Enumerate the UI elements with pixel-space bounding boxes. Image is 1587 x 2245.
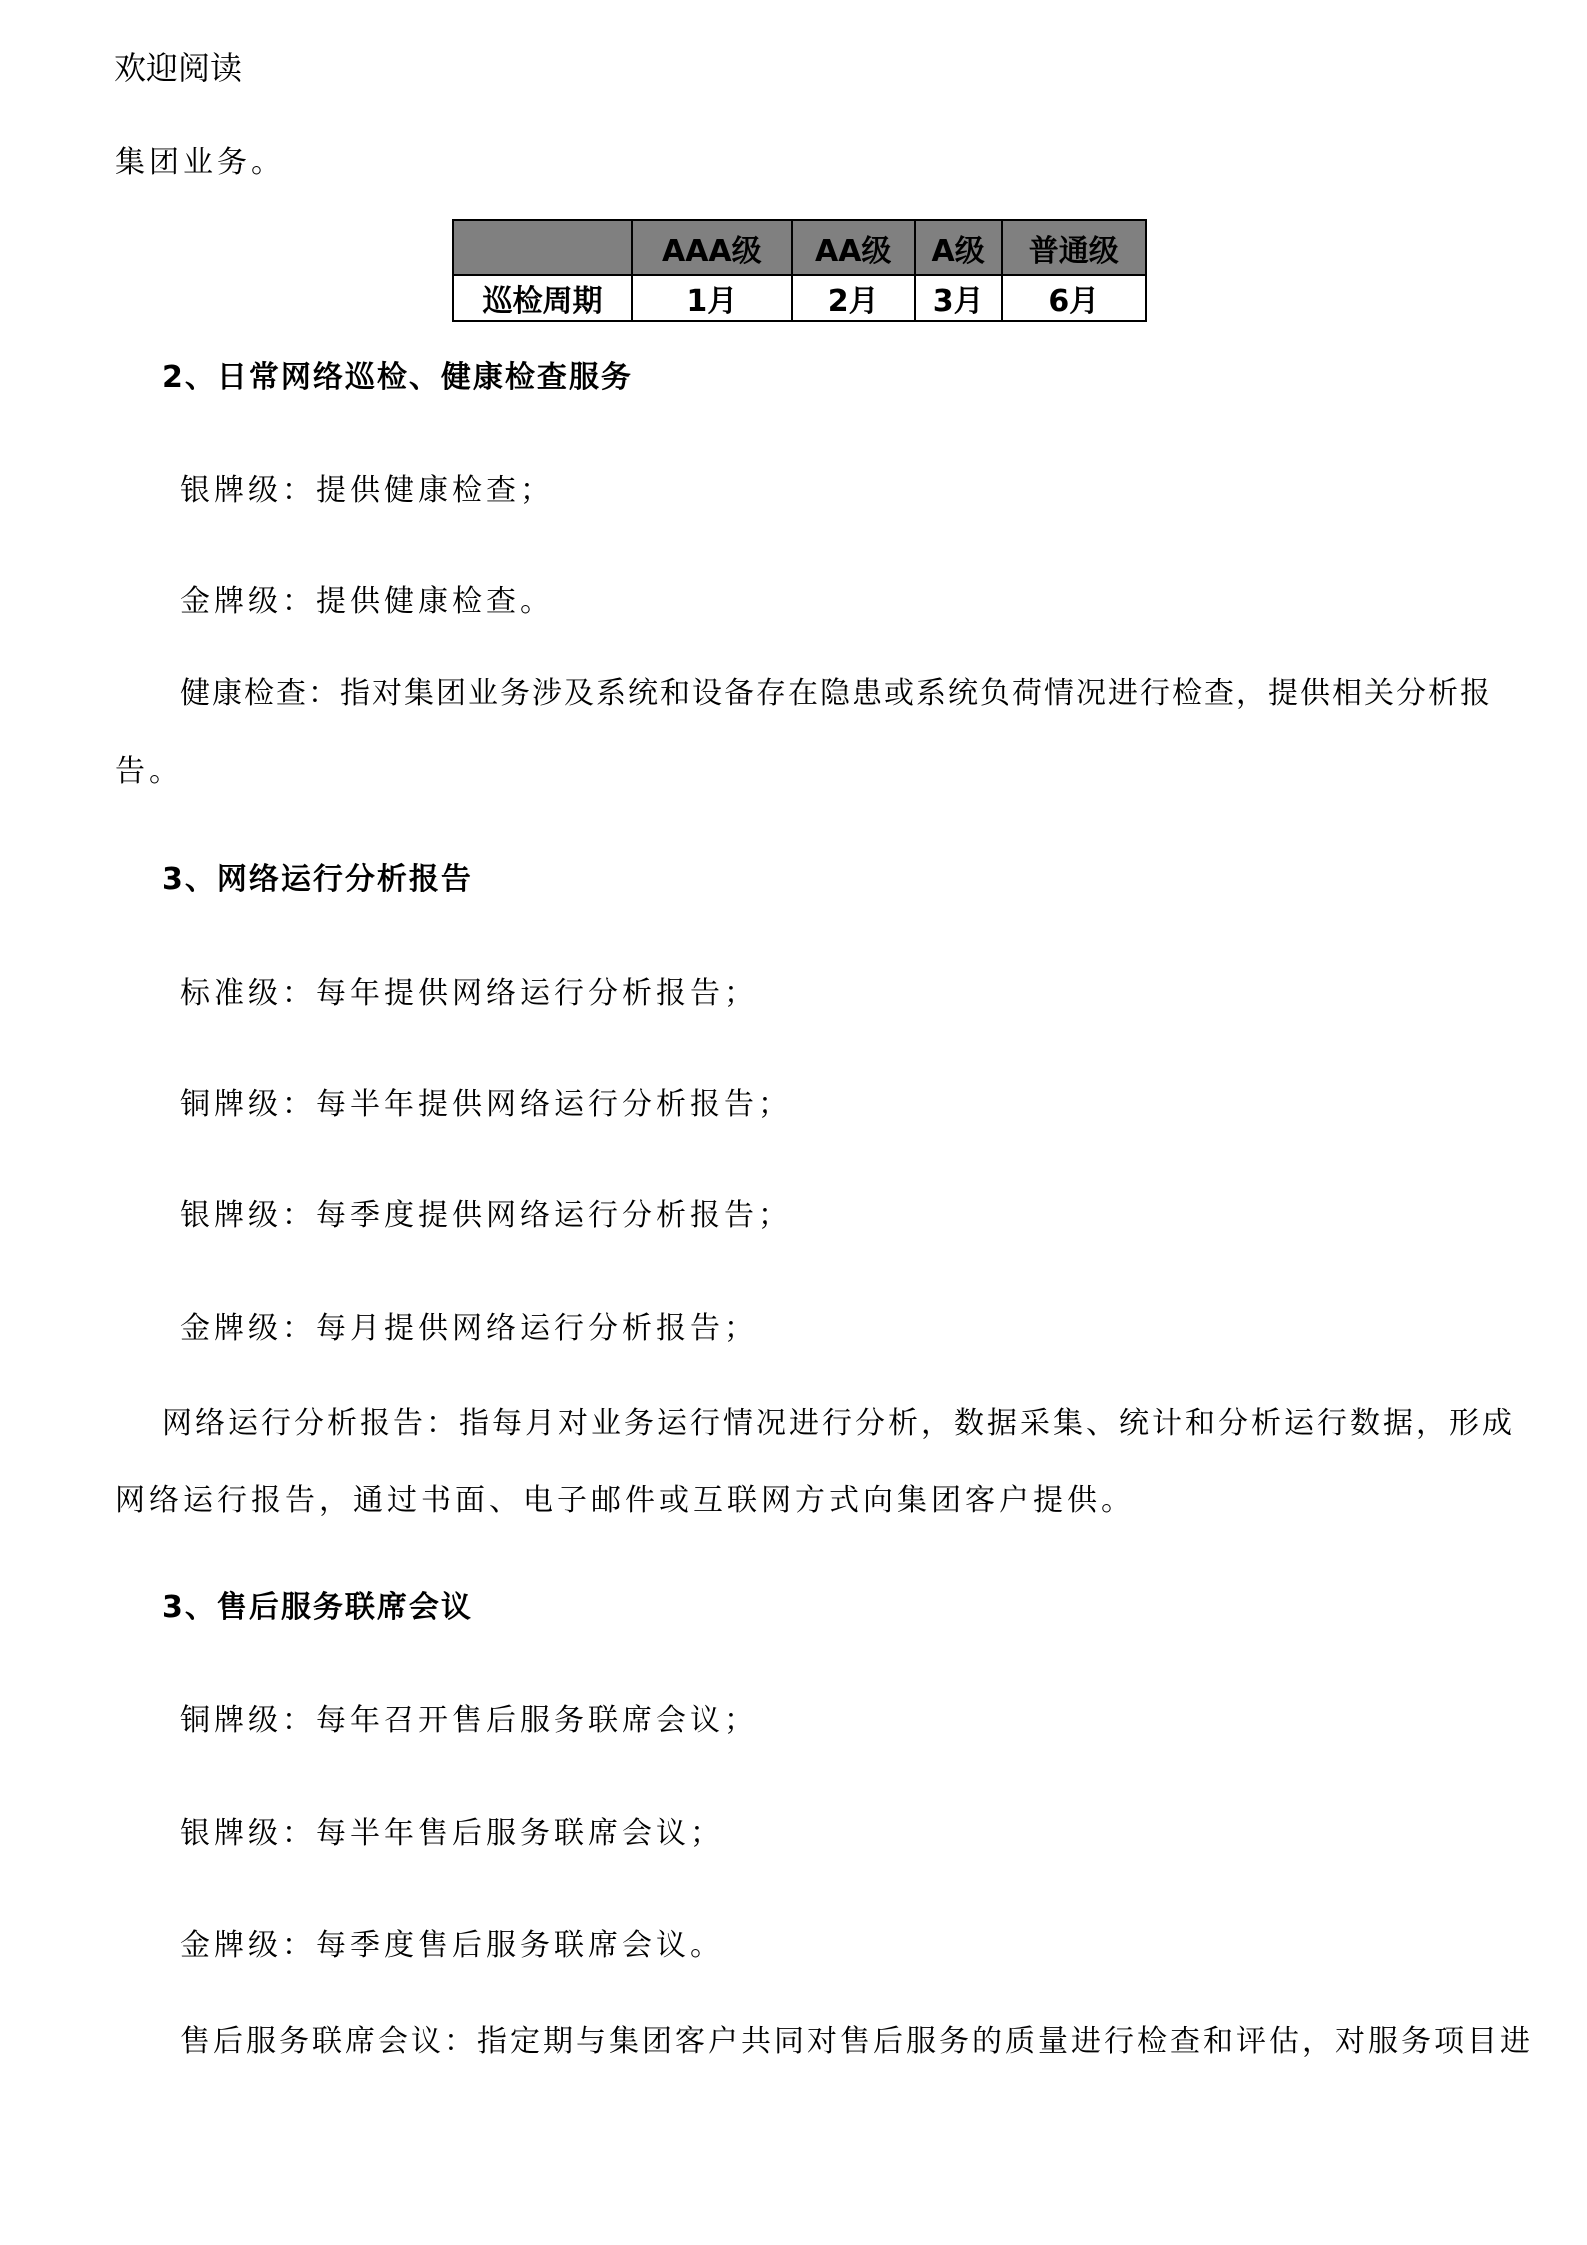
table-cell: 3月 <box>915 275 1002 321</box>
page-header: 欢迎阅读 <box>114 49 243 87</box>
intro-text: 集团业务。 <box>115 145 285 180</box>
note-text: 告。 <box>115 754 183 789</box>
table-header-cell: AAA级 <box>632 220 792 275</box>
table-cell: 1月 <box>632 275 792 321</box>
table-header-cell: A级 <box>915 220 1002 275</box>
table-header-cell: 普通级 <box>1002 220 1147 275</box>
table-header-cell <box>453 220 632 275</box>
list-item: 金牌级：每月提供网络运行分析报告； <box>180 1311 758 1346</box>
list-item: 银牌级：每季度提供网络运行分析报告； <box>180 1198 792 1233</box>
note-text: 网络运行分析报告：指每月对业务运行情况进行分析，数据采集、统计和分析运行数据，形成 <box>162 1406 1515 1441</box>
note-text: 网络运行报告，通过书面、电子邮件或互联网方式向集团客户提供。 <box>115 1483 1135 1518</box>
section-heading: 2、日常网络巡检、健康检查服务 <box>162 360 633 395</box>
list-item: 金牌级：提供健康检查。 <box>180 584 554 619</box>
table-header-row <box>453 220 1146 275</box>
list-item: 标准级：每年提供网络运行分析报告； <box>180 976 758 1011</box>
list-item: 银牌级：提供健康检查； <box>180 473 554 508</box>
list-item: 铜牌级：每年召开售后服务联席会议； <box>180 1703 758 1738</box>
section-heading: 3、网络运行分析报告 <box>162 862 473 897</box>
note-text: 健康检查：指对集团业务涉及系统和设备存在隐患或系统负荷情况进行检查，提供相关分析报 <box>180 676 1492 711</box>
table-header-cell: AA级 <box>792 220 915 275</box>
table-cell: 6月 <box>1002 275 1147 321</box>
list-item: 铜牌级：每半年提供网络运行分析报告； <box>180 1087 792 1122</box>
note-text: 售后服务联席会议：指定期与集团客户共同对售后服务的质量进行检查和评估，对服务项目进 <box>180 2024 1533 2059</box>
table-row <box>453 275 1146 321</box>
list-item: 金牌级：每季度售后服务联席会议。 <box>180 1928 724 1963</box>
list-item: 银牌级：每半年售后服务联席会议； <box>180 1816 724 1851</box>
section-heading: 3、售后服务联席会议 <box>162 1590 473 1625</box>
table-cell: 2月 <box>792 275 915 321</box>
row-label: 巡检周期 <box>453 275 632 321</box>
inspection-cycle-table <box>452 219 1147 322</box>
